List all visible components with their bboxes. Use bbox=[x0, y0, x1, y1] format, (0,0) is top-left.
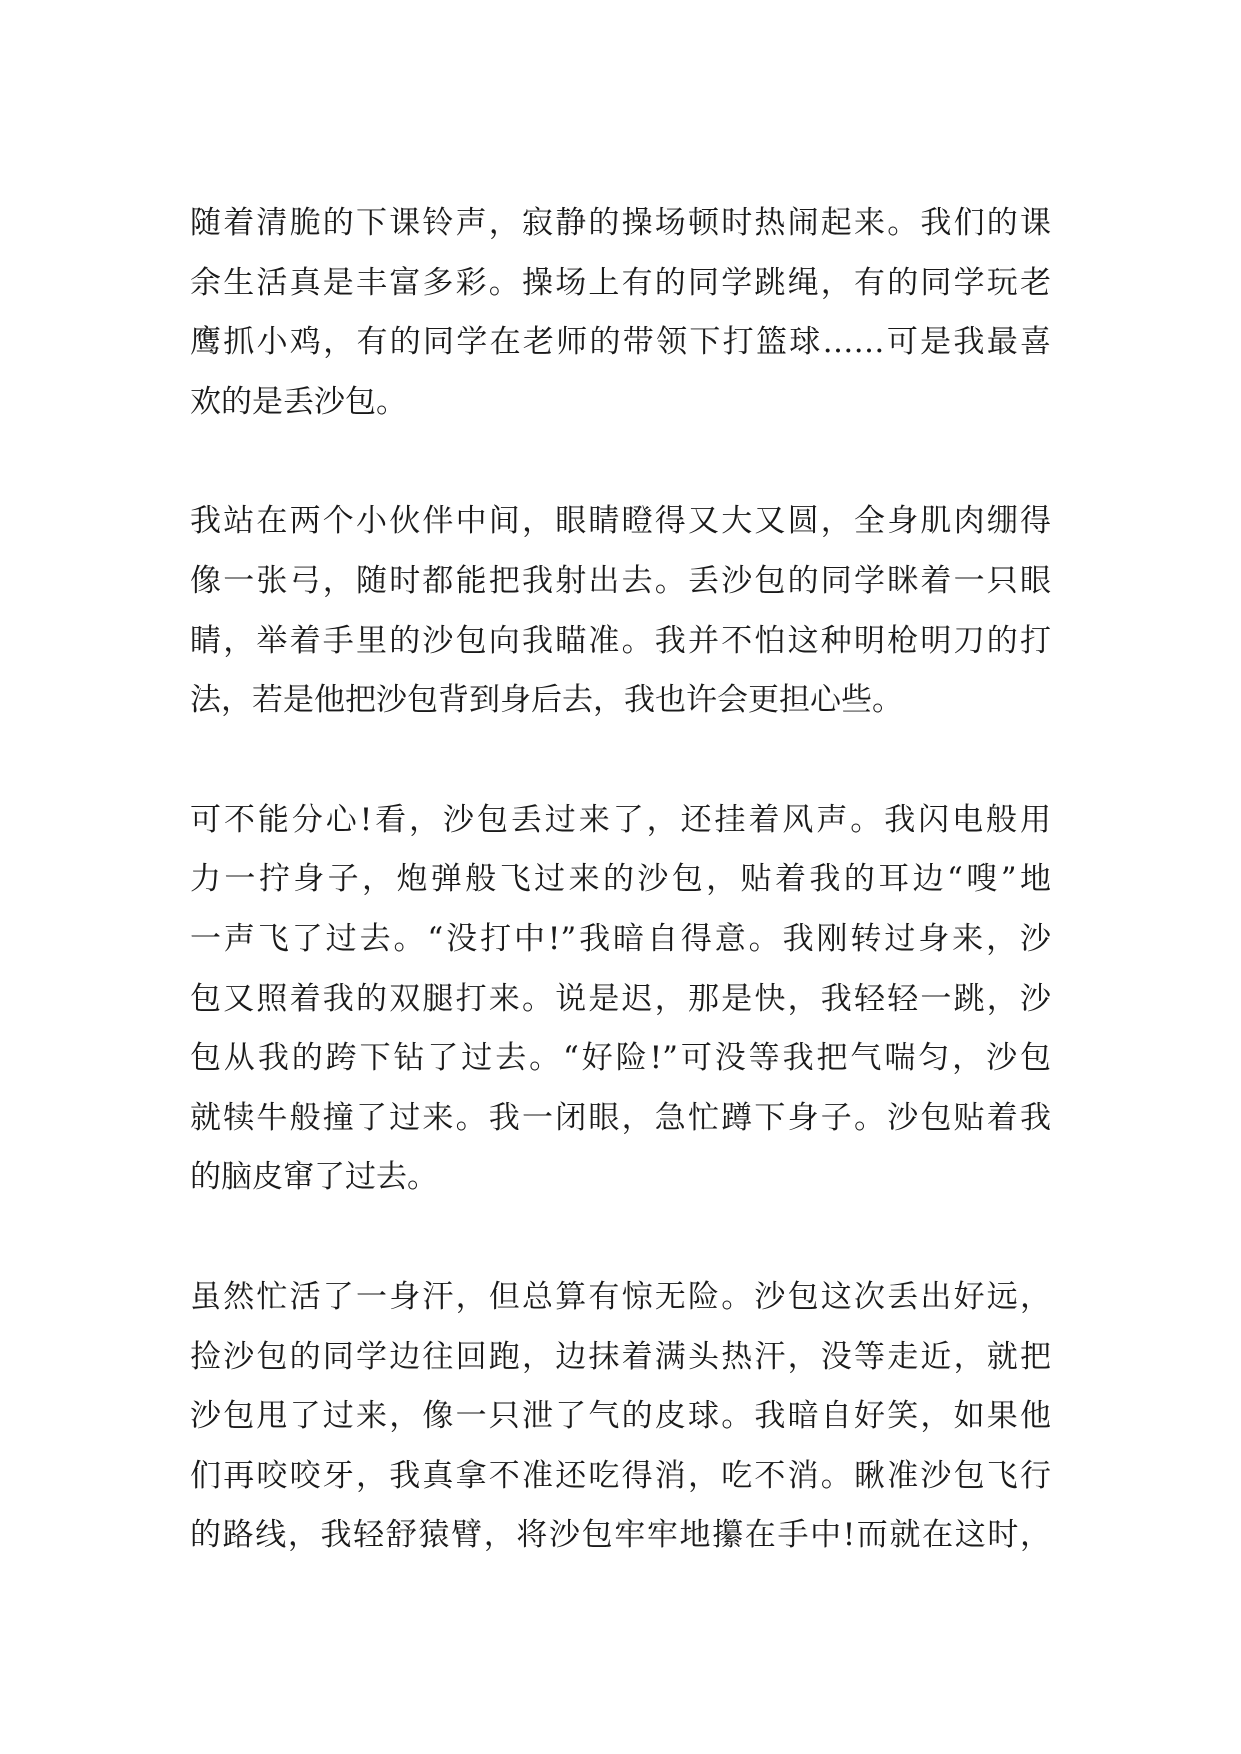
paragraph-4 bbox=[190, 1268, 1051, 1566]
text-line: 可不能分心!看，沙包丢过来了，还挂着风声。我闪电般用 bbox=[190, 801, 1051, 838]
paragraph-2 bbox=[190, 492, 1051, 730]
text-line: 一声飞了过去。“没打中!”我暗自得意。我刚转过身来，沙 bbox=[190, 920, 1051, 957]
text-line: 捡沙包的同学边往回跑，边抹着满头热汗，没等走近，就把 bbox=[190, 1338, 1051, 1375]
document-body bbox=[190, 194, 1051, 1566]
text-line: 沙包甩了过来，像一只泄了气的皮球。我暗自好笑，如果他 bbox=[190, 1398, 1051, 1435]
text-line: 像一张弓，随时都能把我射出去。丢沙包的同学眯着一只眼 bbox=[190, 562, 1051, 599]
text-line: 随着清脆的下课铃声，寂静的操场顿时热闹起来。我们的课 bbox=[190, 205, 1051, 241]
text-line: 力一拧身子，炮弹般飞过来的沙包，贴着我的耳边“嗖”地 bbox=[190, 861, 1051, 898]
text-line: 我站在两个小伙伴中间，眼睛瞪得又大又圆，全身肌肉绷得 bbox=[190, 503, 1051, 540]
text-line: 包从我的跨下钻了过去。“好险!”可没等我把气喘匀，沙包 bbox=[190, 1040, 1051, 1077]
text-line: 睛，举着手里的沙包向我瞄准。我并不怕这种明枪明刀的打 bbox=[190, 622, 1051, 659]
text-line: 欢的是丢沙包。 bbox=[190, 383, 407, 420]
text-line: 鹰抓小鸡，有的同学在老师的带领下打篮球……可是我最喜 bbox=[190, 324, 1051, 361]
text-line: 们再咬咬牙，我真拿不准还吃得消，吃不消。瞅准沙包飞行 bbox=[190, 1457, 1051, 1494]
text-line: 法，若是他把沙包背到身后去，我也许会更担心些。 bbox=[190, 682, 903, 719]
text-line: 余生活真是丰富多彩。操场上有的同学跳绳，有的同学玩老 bbox=[190, 264, 1051, 301]
paragraph-3 bbox=[190, 791, 1051, 1208]
text-line: 的脑皮窜了过去。 bbox=[190, 1159, 438, 1196]
text-line: 虽然忙活了一身汗，但总算有惊无险。沙包这次丢出好远， bbox=[190, 1278, 1051, 1315]
text-line: 的路线，我轻舒猿臂，将沙包牢牢地攥在手中!而就在这时， bbox=[190, 1517, 1051, 1554]
text-line: 包又照着我的双腿打来。说是迟，那是快，我轻轻一跳，沙 bbox=[190, 980, 1051, 1017]
paragraph-1 bbox=[190, 194, 1051, 432]
text-line: 就犊牛般撞了过来。我一闭眼，急忙蹲下身子。沙包贴着我 bbox=[190, 1099, 1051, 1136]
